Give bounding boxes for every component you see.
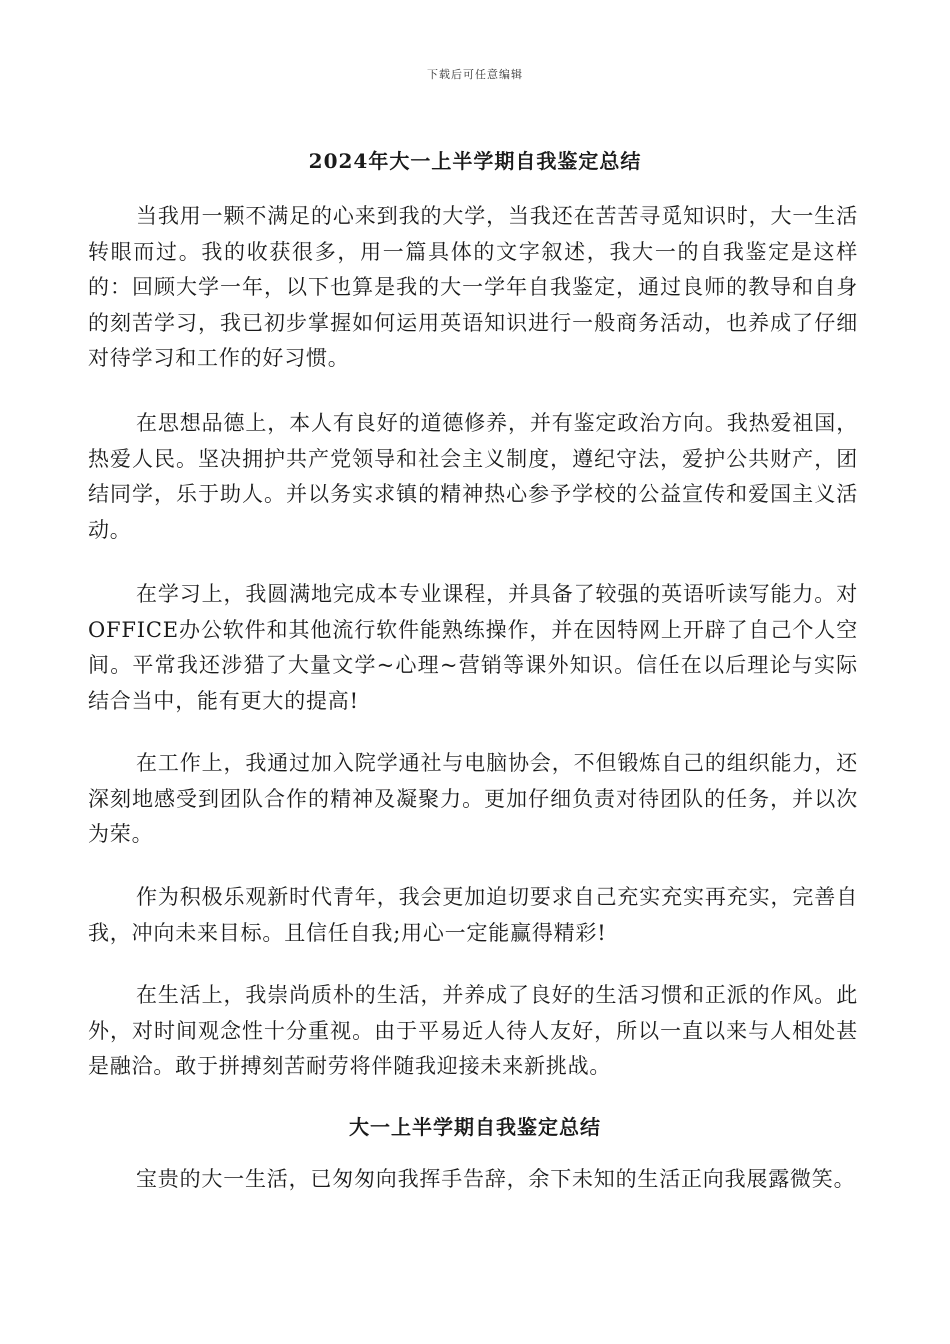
- paragraph: 宝贵的大一生活，已匆匆向我挥手告辞，余下未知的生活正向我展露微笑。: [136, 1167, 856, 1191]
- paragraph: 在思想品德上，本人有良好的道德修养，并有鉴定政治方向。我热爱祖国，热爱人民。坚决拥护共产党领导和社会主义制度，遵纪守法，爱护公共财产，团结同学，乐于助人。并以务实求镇的精神热心参予学校的公益宣传和爱国主义活动。: [88, 411, 858, 542]
- header-note: 下载后可任意编辑: [427, 68, 523, 81]
- document-title: 2024年大一上半学期自我鉴定总结: [308, 149, 642, 173]
- paragraph: 在生活上，我崇尚质朴的生活，并养成了良好的生活习惯和正派的作风。此外，对时间观念性十分重视。由于平易近人待人友好，所以一直以来与人相处甚是融洽。敢于拼搏刻苦耐劳将伴随我迎接未来新挑战。: [88, 983, 858, 1078]
- paragraph: 作为积极乐观新时代青年，我会更加迫切要求自己充实充实再充实，完善自我，冲向未来目标。且信任自我;用心一定能赢得精彩!: [88, 885, 858, 945]
- section-title: 大一上半学期自我鉴定总结: [349, 1115, 601, 1139]
- paragraph: 在学习上，我圆满地完成本专业课程，并具备了较强的英语听读写能力。对OFFICE办公软件和其他流行软件能熟练操作，并在因特网上开辟了自己个人空间。平常我还涉猎了大量文学~心理~营销等课外知识。信任在以后理论与实际结合当中，能有更大的提高!: [88, 582, 858, 713]
- paragraph: 在工作上，我通过加入院学通社与电脑协会，不但锻炼自己的组织能力，还深刻地感受到团队合作的精神及凝聚力。更加仔细负责对待团队的任务，并以次为荣。: [88, 751, 858, 846]
- paragraph: 当我用一颗不满足的心来到我的大学，当我还在苦苦寻觅知识时，大一生活转眼而过。我的收获很多，用一篇具体的文字叙述，我大一的自我鉴定是这样的：回顾大学一年，以下也算是我的大一学年自我鉴定，通过良师的教导和自身的刻苦学习，我已初步掌握如何运用英语知识进行一般商务活动，也养成了仔细对待学习和工作的好习惯。: [88, 204, 858, 370]
